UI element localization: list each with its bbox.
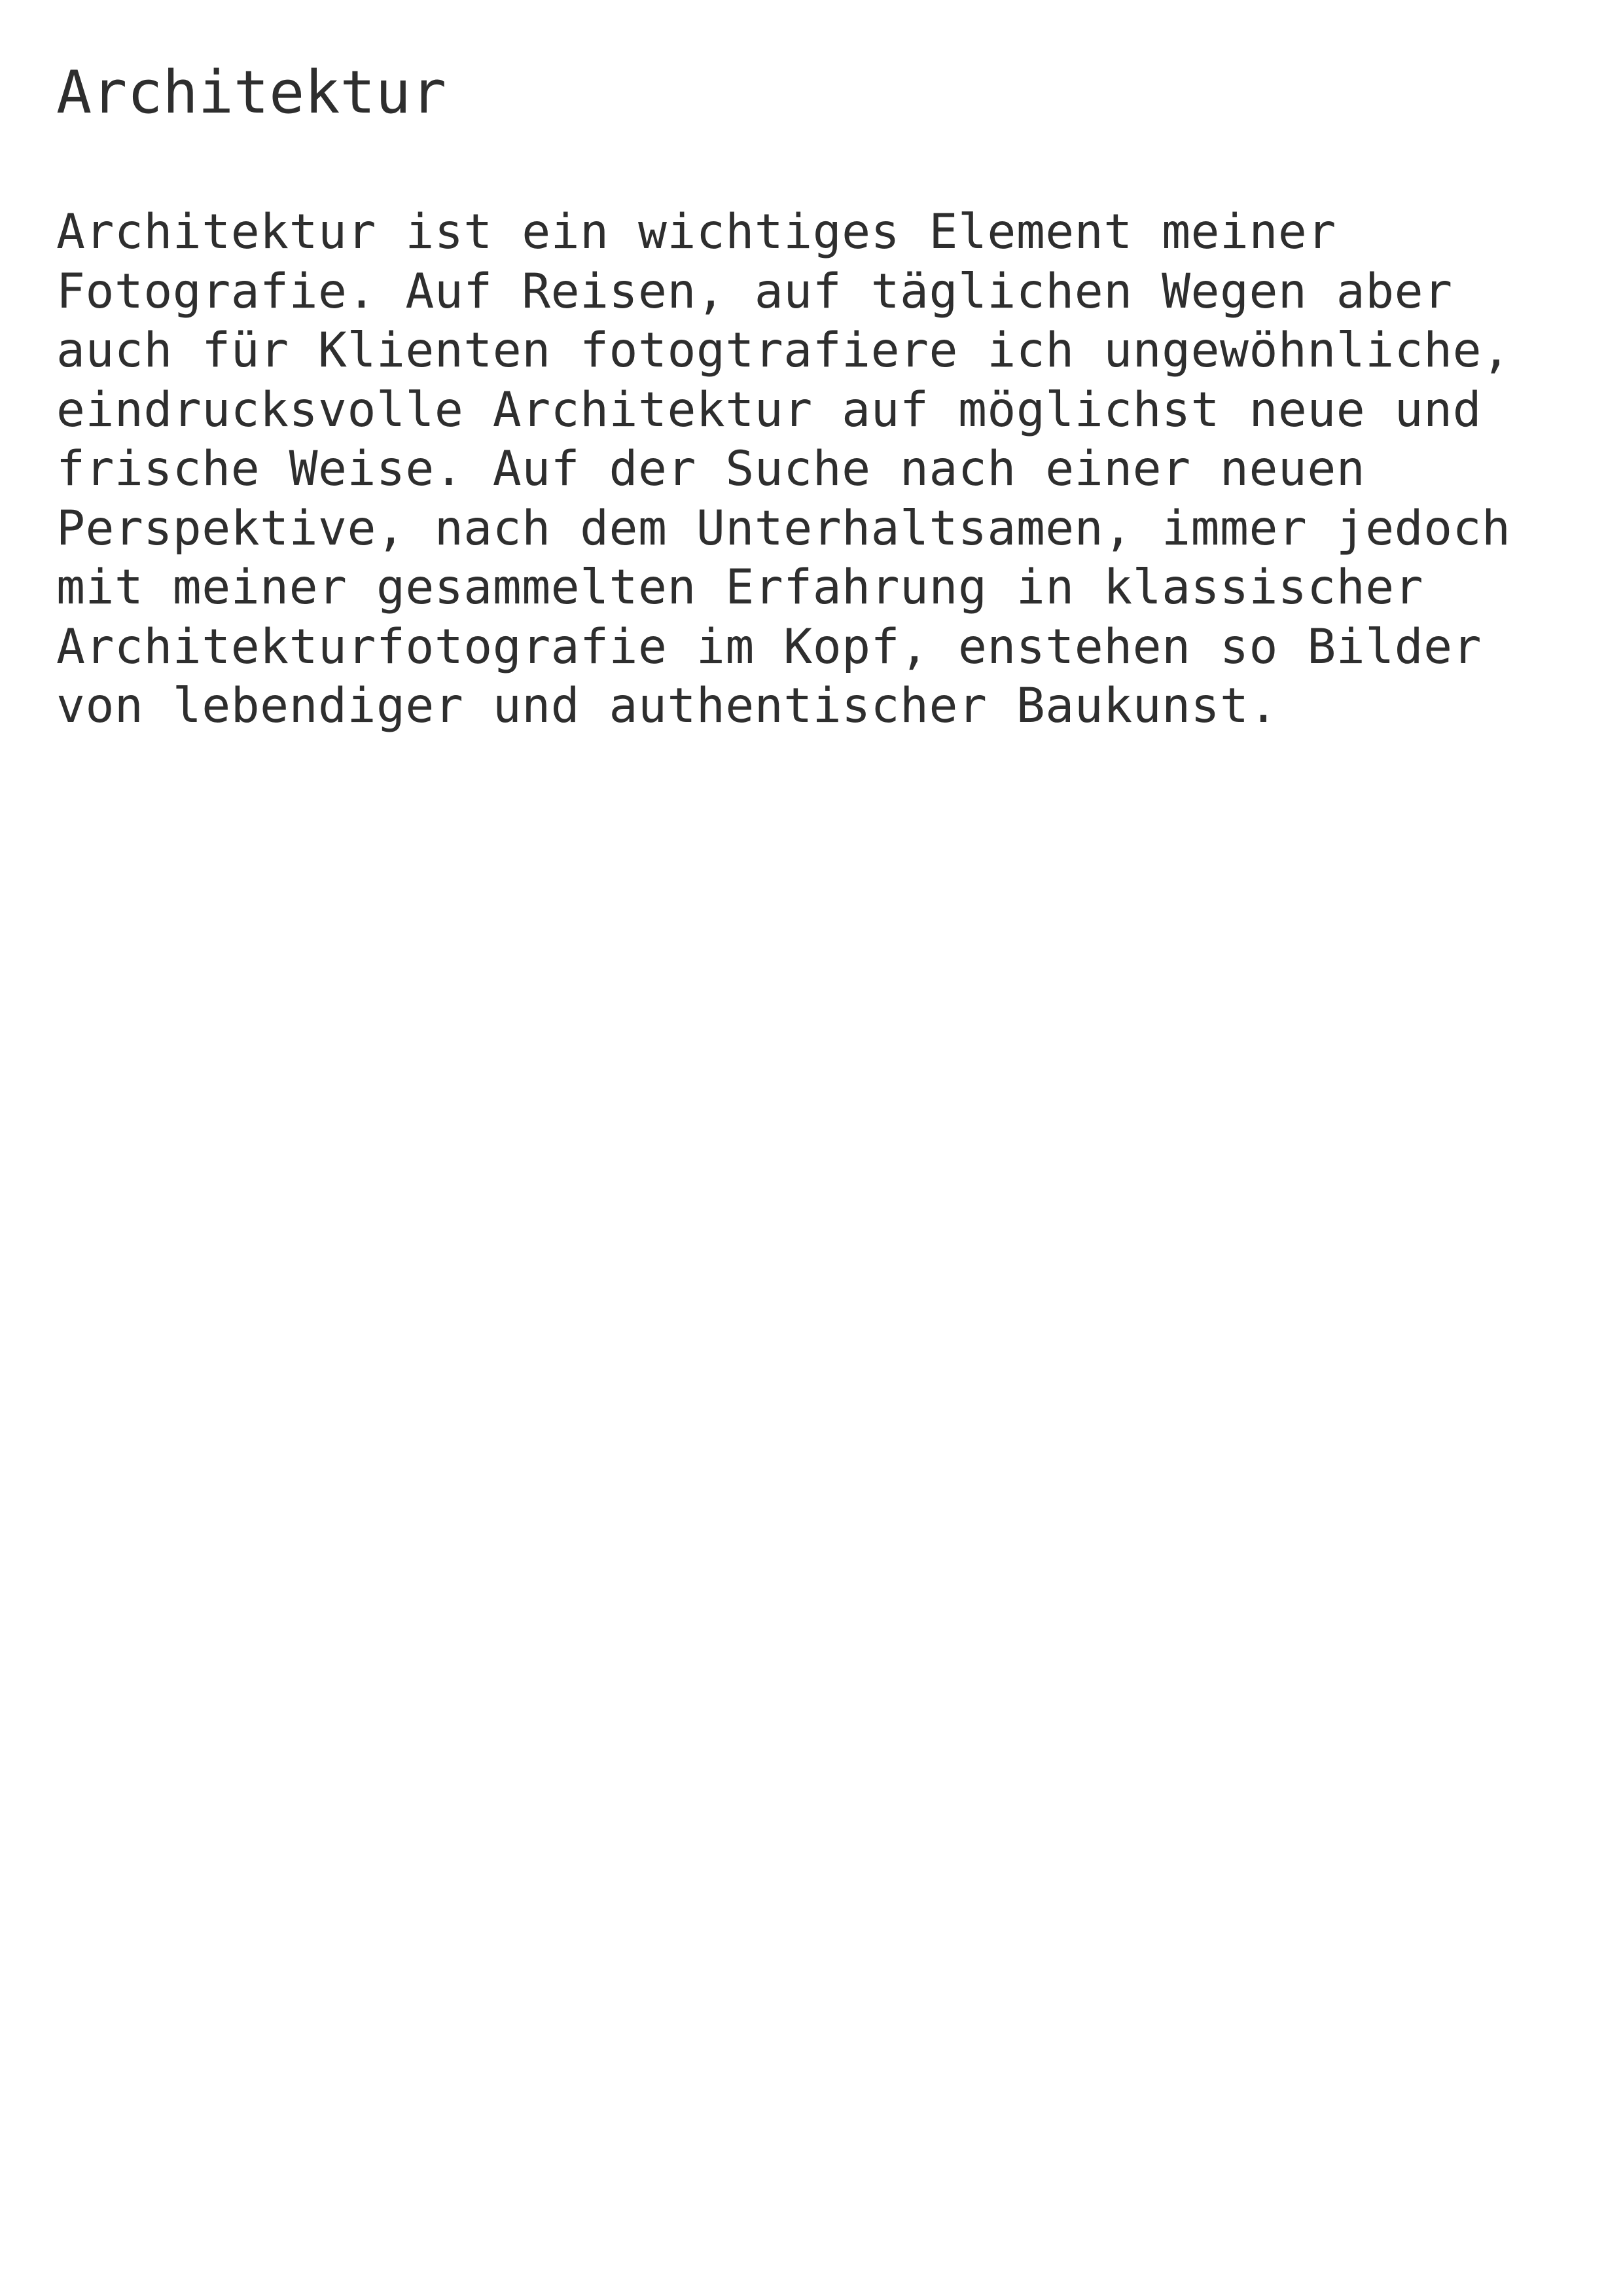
paragraph-line: mit meiner gesammelten Erfahrung in klassischer <box>56 560 1424 615</box>
paragraph-line: eindrucksvolle Architektur auf möglichst neue und <box>56 382 1482 438</box>
page-title: Architektur <box>56 58 447 127</box>
paragraph-line: von lebendiger und authentischer Baukunst. <box>56 678 1278 734</box>
paragraph-line: Perspektive, nach dem Unterhaltsamen, immer jedoch <box>56 500 1511 556</box>
paragraph-line: Architekturfotografie im Kopf, enstehen so Bilder <box>56 619 1482 675</box>
paragraph-line: auch für Klienten fotogtrafiere ich ungewöhnliche, <box>56 323 1511 378</box>
paragraph-line: Fotografie. Auf Reisen, auf täglichen Wegen aber <box>56 263 1453 319</box>
paragraph-line: Architektur ist ein wichtiges Element meiner <box>56 204 1336 260</box>
paragraph-line: frische Weise. Auf der Suche nach einer neuen <box>56 441 1366 497</box>
body-paragraph <box>56 203 1575 736</box>
